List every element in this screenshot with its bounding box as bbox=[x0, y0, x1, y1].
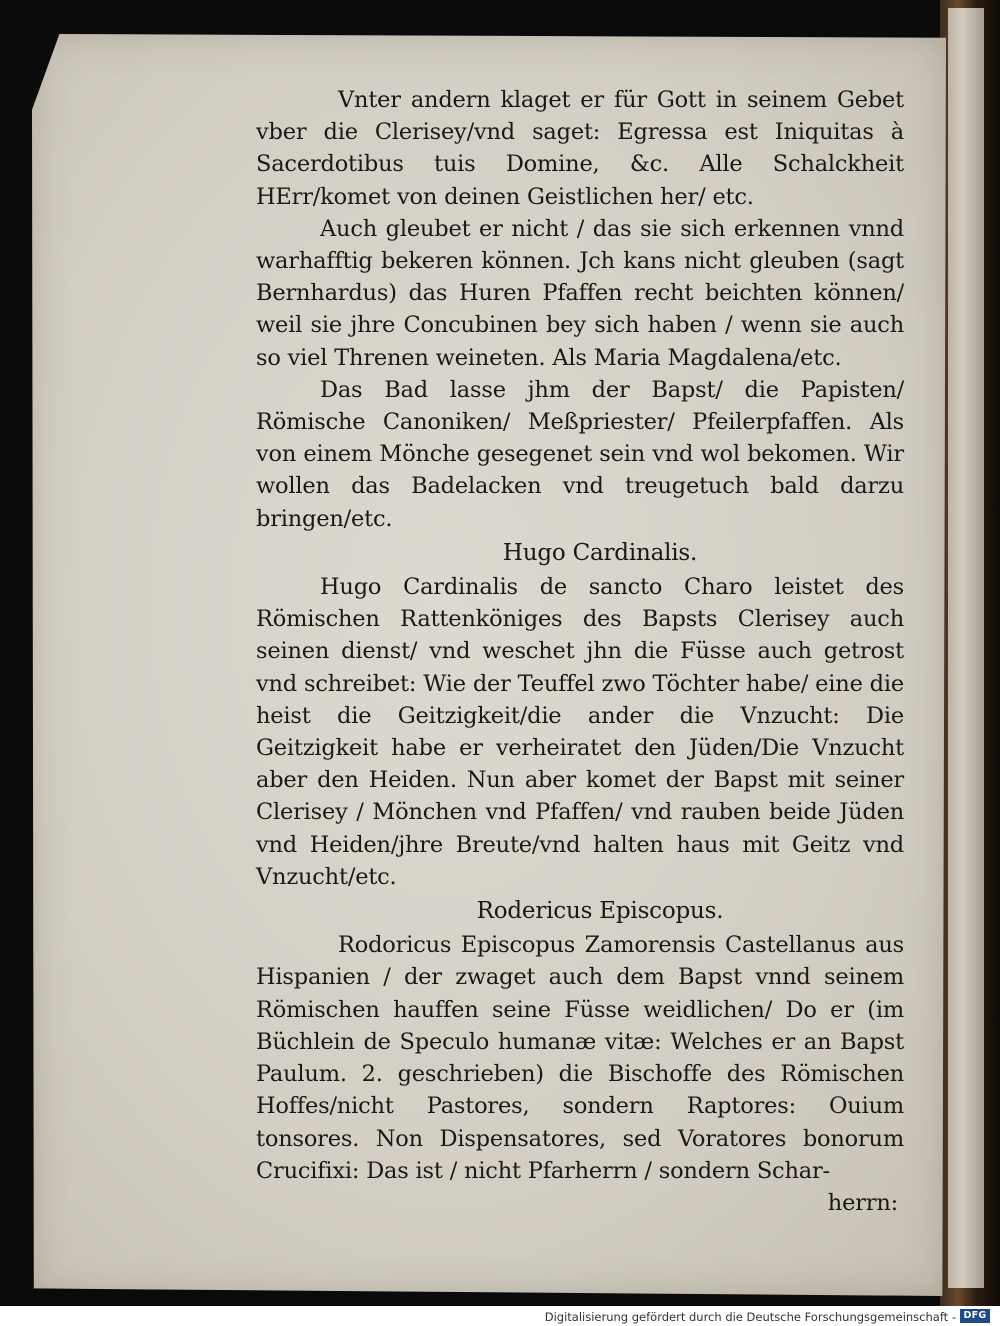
footer-bar bbox=[0, 1306, 1000, 1326]
paragraph-1: Vnter andern klaget er für Gott in seinem Gebet vber die Clerisey/vnd saget: Egressa est Iniquitas à Sacerdotibus tuis Domine, &c. Alle Schalckheit HErr/komet von deinen Geistlichen her/ etc. bbox=[256, 87, 904, 210]
paragraph-3: Das Bad lasse jhm der Bapst/ die Papisten/ Römische Canoniken/ Meßpriester/ Pfeilerpfaffen. Als von einem Mönche gesegenet sein vnd wol bekomen. Wir wollen das Badelacken vnd treugetuch bald darzu bringen/etc. bbox=[256, 376, 904, 532]
catchword: herrn: bbox=[827, 1189, 898, 1216]
footer-credit: Digitalisierung gefördert durch die Deutsche Forschungsgemeinschaft - bbox=[544, 1310, 956, 1324]
paragraph-4: Hugo Cardinalis de sancto Charo leistet des Römischen Rattenköniges des Bapsts Clerisey auch seinen dienst/ vnd weschet jhn die Füsse auch getrost vnd schreibet: Wie der Teuffel zwo Töchter habe/ eine die heist die Geitzigkeit/die ander die Vnzucht: Die Geitzigkeit habe er verheiratet den Jüden/Die Vnzucht aber den Heiden. Nun aber komet der Bapst mit seiner Clerisey / Mönchen vnd Pfaffen/ vnd rauben beide Jüden vnd Heiden/jhre Breute/vnd halten haus mit Geitz vnd Vnzucht/etc. bbox=[256, 574, 904, 890]
paragraph-5: Rodoricus Episcopus Zamorensis Castellanus aus Hispanien / der zwaget auch dem Bapst vnnd seinem Römischen hauffen seine Füsse weidlichen/ Do er (im Büchlein de Speculo humanæ vitæ: Welches er an Bapst Paulum. 2. geschrieben) die Bischoffe des Römischen Hoffes/nicht Pastores, sondern Raptores: Ouium tonsores. Non Dispensatores, sed Voratores bonorum Crucifixi: Das ist / nicht Pfarherrn / sondern Schar- bbox=[256, 932, 904, 1184]
page-text bbox=[256, 84, 904, 1219]
heading-rodericus: Rodericus Episcopus. bbox=[476, 898, 724, 925]
dfg-logo-icon[interactable]: DFG bbox=[960, 1309, 990, 1323]
book-edge-strip bbox=[948, 8, 984, 1288]
paragraph-2: Auch gleubet er nicht / das sie sich erkennen vnnd warhafftig bekeren können. Jch kans nicht gleuben (sagt Bernhardus) das Huren Pfaffen recht beichten können/ weil sie jhre Concubinen bey sich haben / wenn sie auch so viel Threnen weineten. Als Maria Magdalena/etc. bbox=[256, 215, 904, 371]
heading-hugo: Hugo Cardinalis. bbox=[502, 539, 698, 566]
